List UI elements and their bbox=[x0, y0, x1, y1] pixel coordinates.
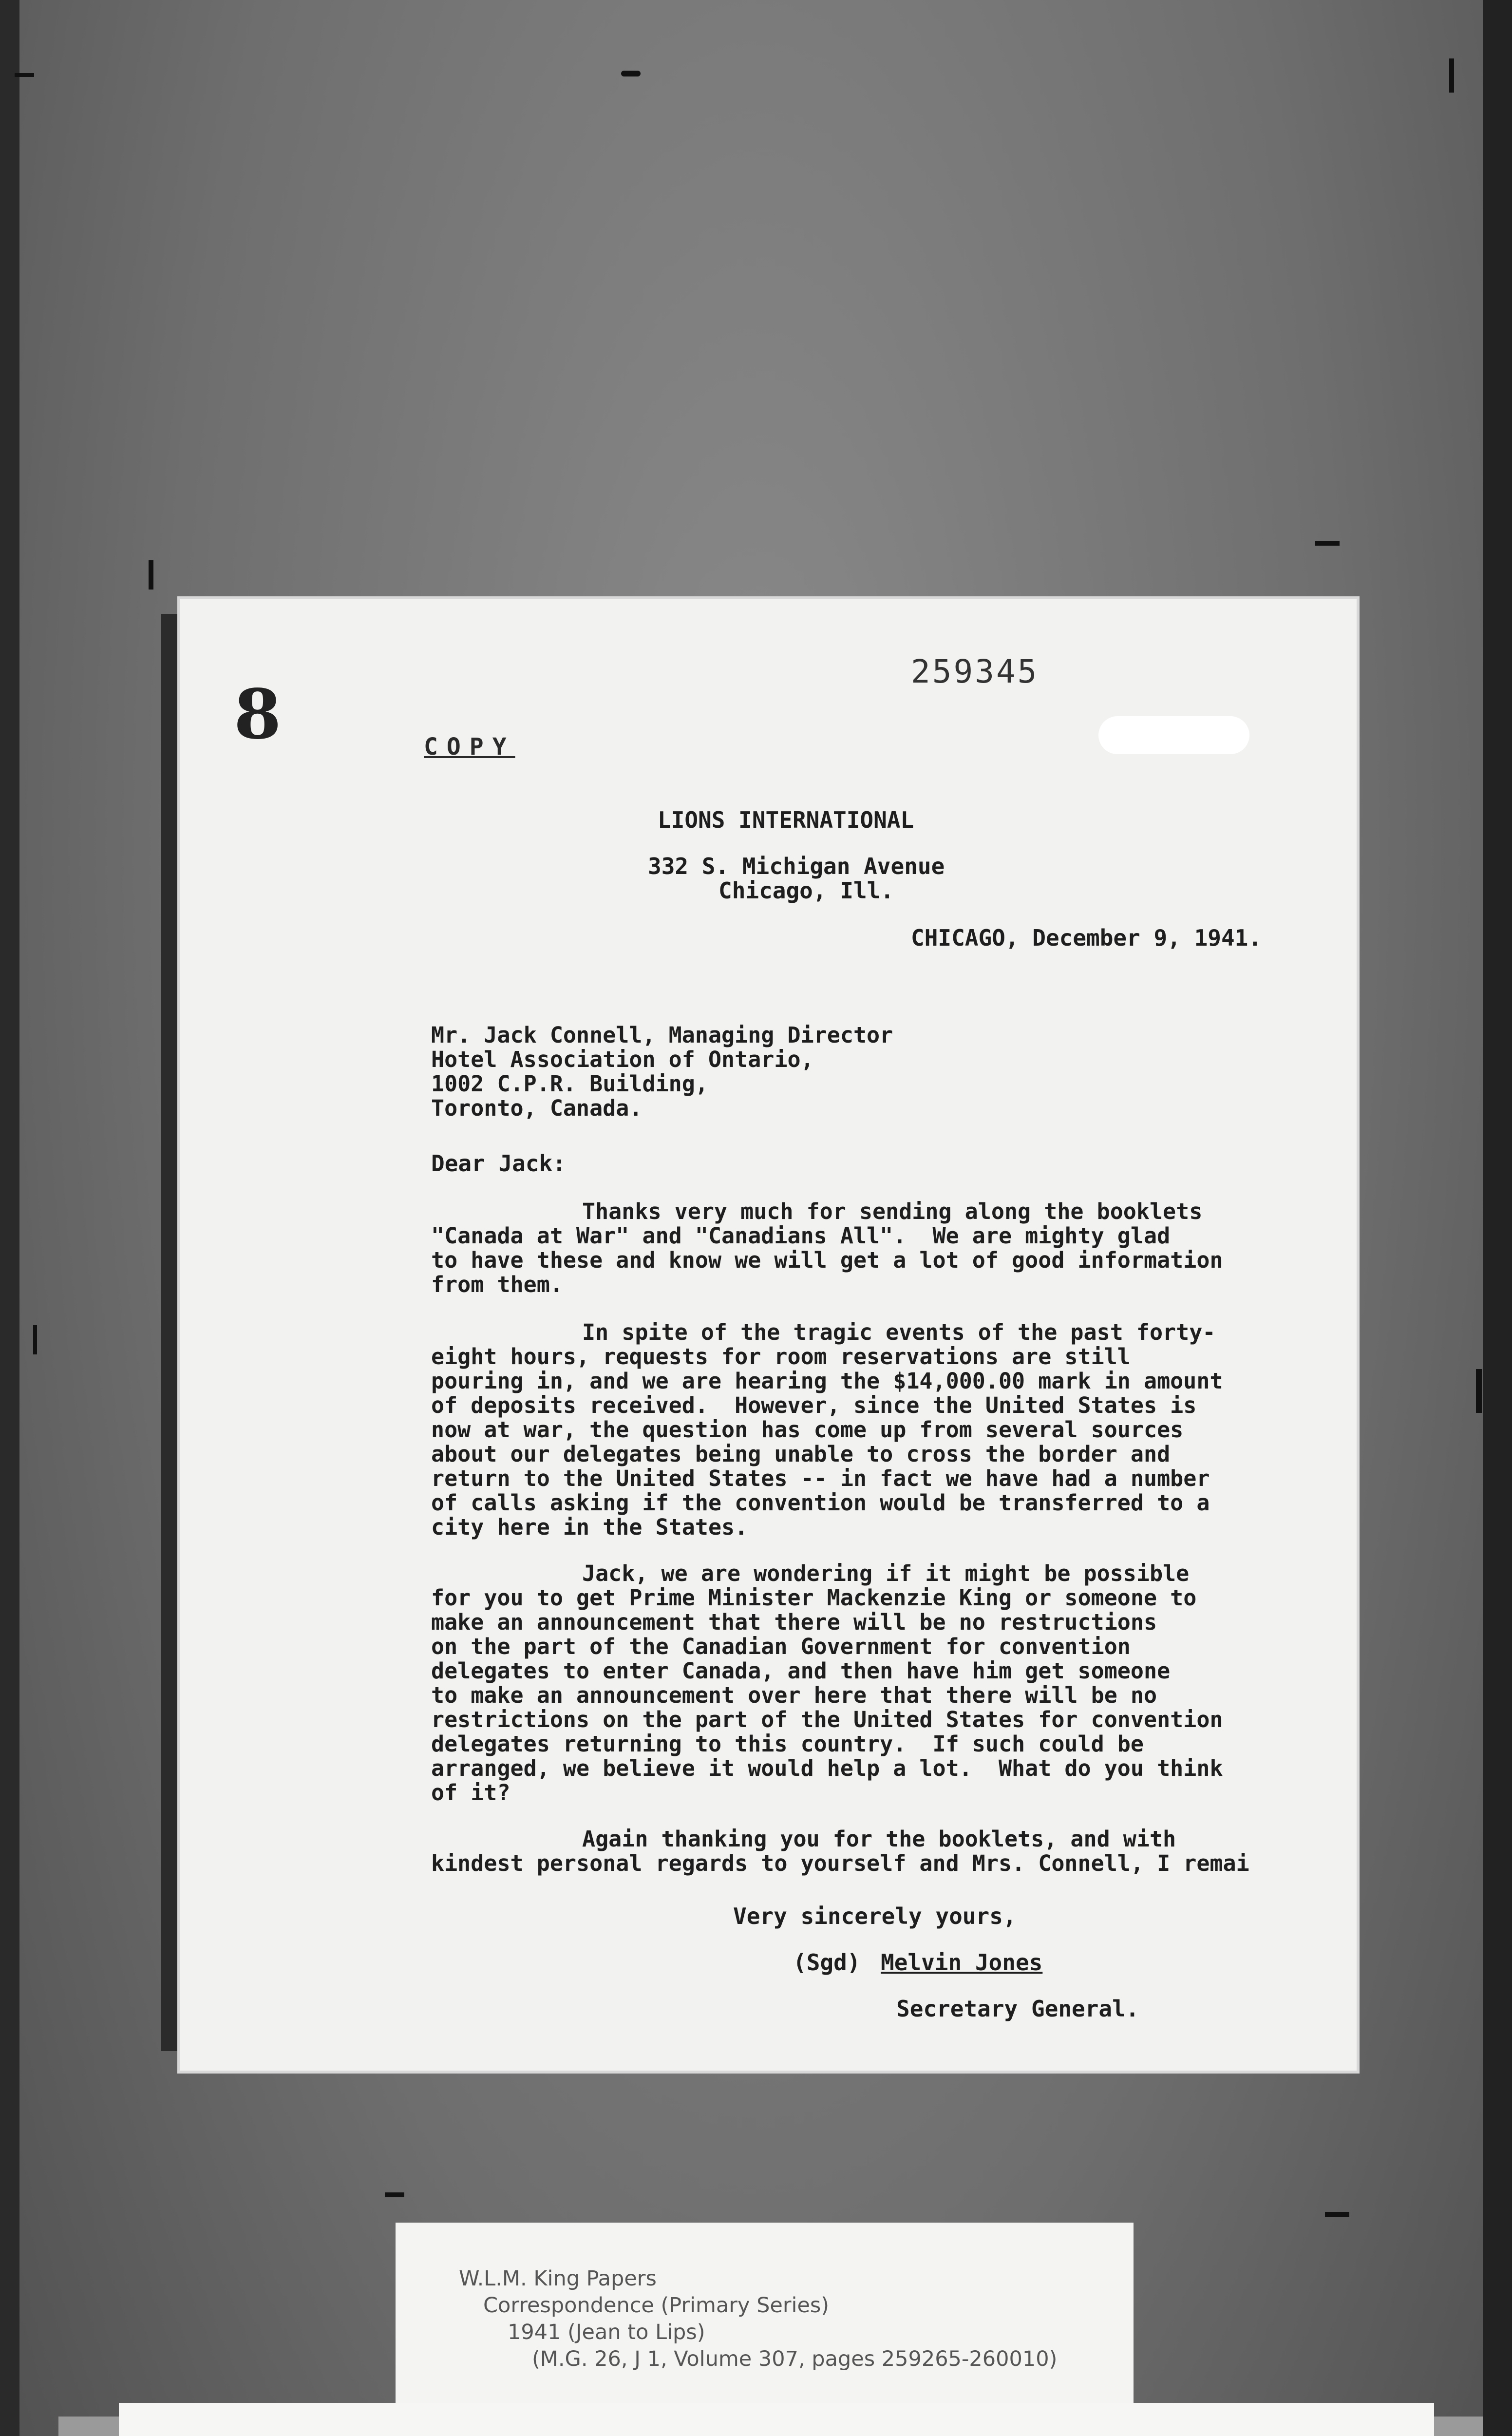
dateline: CHICAGO, December 9, 1941. bbox=[911, 925, 1262, 951]
recipient-line: Mr. Jack Connell, Managing Director bbox=[431, 1022, 893, 1048]
registration-mark bbox=[1315, 541, 1340, 546]
body-paragraph-1 bbox=[431, 1199, 1223, 1297]
signature-prefix: (Sgd) bbox=[793, 1949, 861, 1976]
paragraph-line: In spite of the tragic events of the past forty- bbox=[582, 1319, 1216, 1345]
body-paragraph-2 bbox=[431, 1320, 1223, 1540]
page-number: 8 bbox=[234, 675, 282, 755]
paragraph-line: to make an announcement over here that there will be no bbox=[431, 1682, 1157, 1708]
body-paragraph-3 bbox=[431, 1561, 1223, 1805]
film-edge-right bbox=[1483, 0, 1512, 2436]
catalog-line: (M.G. 26, J 1, Volume 307, pages 259265-260010) bbox=[532, 2347, 1058, 2371]
paragraph-line: of deposits received. However, since the United States is bbox=[431, 1392, 1197, 1418]
signature-name: Melvin Jones bbox=[881, 1949, 1043, 1976]
catalog-line: 1941 (Jean to Lips) bbox=[508, 2320, 705, 2344]
recipient-line: Toronto, Canada. bbox=[431, 1095, 643, 1121]
paragraph-line: Again thanking you for the booklets, and with bbox=[582, 1826, 1176, 1852]
paragraph-line: for you to get Prime Minister Mackenzie King or someone to bbox=[431, 1585, 1197, 1611]
paragraph-line: to have these and know we will get a lot of good information bbox=[431, 1247, 1223, 1273]
plate-bracket-right bbox=[1434, 2417, 1483, 2436]
registration-mark bbox=[1476, 1369, 1482, 1413]
registration-mark bbox=[621, 71, 641, 76]
document-number: 259345 bbox=[911, 653, 1039, 690]
registration-mark bbox=[33, 1325, 37, 1354]
film-edge-left bbox=[0, 0, 19, 2436]
paragraph-line: kindest personal regards to yourself and Mrs. Connell, I remai bbox=[431, 1850, 1249, 1876]
paragraph-line: delegates to enter Canada, and then have him get someone bbox=[431, 1658, 1171, 1684]
redaction-patch bbox=[1098, 716, 1249, 754]
catalog-card bbox=[396, 2223, 1134, 2413]
paragraph-line: eight hours, requests for room reservations are still bbox=[431, 1344, 1131, 1370]
paragraph-line: pouring in, and we are hearing the $14,000.00 mark in amount bbox=[431, 1368, 1223, 1394]
closing: Very sincerely yours, bbox=[733, 1903, 1017, 1929]
paragraph-line: about our delegates being unable to cross the border and bbox=[431, 1441, 1171, 1467]
copy-label: COPY bbox=[424, 733, 515, 761]
paragraph-line: city here in the States. bbox=[431, 1514, 748, 1540]
recipient-line: Hotel Association of Ontario, bbox=[431, 1047, 814, 1072]
archive-plate bbox=[119, 2403, 1434, 2436]
paragraph-line: Jack, we are wondering if it might be possible bbox=[582, 1561, 1190, 1586]
salutation: Dear Jack: bbox=[431, 1150, 566, 1177]
paragraph-line: make an announcement that there will be no restructions bbox=[431, 1609, 1157, 1635]
paragraph-line: now at war, the question has come up from several sources bbox=[431, 1417, 1184, 1443]
paragraph-line: of calls asking if the convention would be transferred to a bbox=[431, 1490, 1210, 1516]
registration-mark bbox=[385, 2192, 404, 2197]
plate-bracket-left bbox=[58, 2417, 119, 2436]
letterhead-organization: LIONS INTERNATIONAL bbox=[658, 807, 914, 833]
paragraph-line: arranged, we believe it would help a lot. What do you think bbox=[431, 1755, 1223, 1781]
paragraph-line: on the part of the Canadian Government for convention bbox=[431, 1634, 1131, 1659]
paragraph-line: from them. bbox=[431, 1272, 563, 1297]
letter-shadow bbox=[161, 614, 180, 2051]
registration-mark bbox=[1449, 58, 1454, 93]
paragraph-line: return to the United States -- in fact we have had a number bbox=[431, 1465, 1210, 1491]
body-paragraph-4 bbox=[431, 1827, 1249, 1876]
letterhead-street: 332 S. Michigan Avenue bbox=[648, 853, 945, 879]
registration-mark bbox=[15, 73, 34, 77]
letter-page bbox=[180, 599, 1357, 2071]
paragraph-line: "Canada at War" and "Canadians All". We are mighty glad bbox=[431, 1223, 1171, 1249]
catalog-line: W.L.M. King Papers bbox=[459, 2266, 657, 2291]
recipient-line: 1002 C.P.R. Building, bbox=[431, 1071, 708, 1097]
signature-title: Secretary General. bbox=[896, 1996, 1139, 2022]
paragraph-line: restrictions on the part of the United States for convention bbox=[431, 1707, 1223, 1732]
registration-mark bbox=[149, 560, 153, 590]
letterhead-city: Chicago, Ill. bbox=[718, 877, 894, 904]
paragraph-line: of it? bbox=[431, 1780, 510, 1806]
recipient-address bbox=[431, 1023, 893, 1121]
catalog-line: Correspondence (Primary Series) bbox=[483, 2293, 830, 2318]
paragraph-line: delegates returning to this country. If such could be bbox=[431, 1731, 1144, 1757]
paragraph-line: Thanks very much for sending along the booklets bbox=[582, 1199, 1203, 1224]
registration-mark bbox=[1325, 2212, 1349, 2217]
